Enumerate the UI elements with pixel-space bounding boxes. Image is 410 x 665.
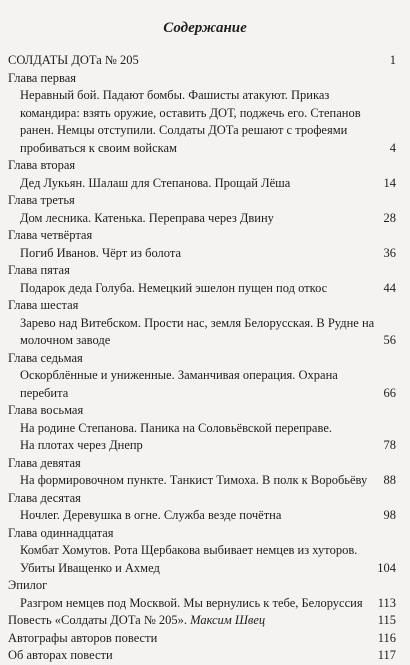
toc-page-number: 28 — [382, 210, 397, 228]
toc-entry-line — [8, 630, 396, 648]
toc-chapter-heading — [8, 262, 396, 280]
toc-page-number: 88 — [382, 472, 397, 490]
toc-page-number: 56 — [382, 332, 397, 350]
toc-chapter-heading — [8, 227, 396, 245]
page-title: Содержание — [163, 20, 247, 36]
toc-entry-text: Разгром немцев под Москвой. Мы вернулись к тебе, Белоруссия — [20, 595, 363, 610]
toc-page-number: 66 — [382, 385, 397, 403]
toc-chapter-heading — [8, 350, 396, 368]
toc-entry-text: пробиваться к своим войскам — [20, 140, 177, 155]
toc-entry-line — [8, 105, 396, 123]
toc-entry-text: ранен. Немцы отступили. Солдаты ДОТа решают с трофеями — [20, 123, 348, 137]
toc-entry-text: Глава шестая — [8, 298, 79, 312]
toc-entry-text: Глава вторая — [8, 158, 76, 172]
toc-entry-text: Неравный бой. Падают бомбы. Фашисты атакуют. Приказ — [20, 88, 330, 102]
toc-entry-line — [8, 210, 396, 228]
toc-entry-text: Эпилог — [8, 578, 48, 592]
toc-page-number: 44 — [382, 280, 397, 298]
toc-chapter-heading — [8, 297, 396, 315]
toc-entry-line — [8, 122, 396, 140]
toc-entry-line — [8, 507, 396, 525]
toc-entry-text: На плотах через Днепр — [20, 438, 143, 452]
toc-entry-author: Максим Швец — [190, 613, 266, 627]
toc-page-number: 78 — [382, 437, 397, 455]
toc-page-number: 36 — [382, 245, 397, 263]
toc-page-number: 117 — [376, 647, 396, 665]
toc-entry-line — [8, 280, 396, 298]
toc-chapter-heading — [8, 157, 396, 175]
toc-entry-line — [8, 385, 396, 403]
toc-entry-line — [8, 315, 396, 333]
toc-entry-text: Зарево над Витебском. Прости нас, земля Белорусская. В Рудне на — [20, 315, 375, 330]
toc-entry-text: Ночлег. Деревушка в огне. Служба везде почётна — [20, 508, 282, 522]
toc-entry-text: Убиты Иващенко и Ахмед — [20, 560, 160, 575]
toc-entry-line — [8, 175, 396, 193]
toc-entry-text: Оскорблённые и униженные. Заманчивая операция. Охрана — [20, 368, 338, 382]
toc-page-number: 98 — [382, 507, 397, 525]
toc-entry-line — [8, 420, 396, 438]
toc-page-number: 4 — [388, 140, 396, 158]
toc-entry-text: На родине Степанова. Паника на Соловьёвской переправе. — [20, 420, 332, 435]
toc-entry-text: Глава четвёртая — [8, 228, 93, 242]
toc-page-number: 104 — [375, 560, 396, 578]
toc-entry-text: Глава седьмая — [8, 350, 83, 365]
toc-entry-text: Об авторах повести — [8, 648, 113, 662]
toc-entry-line — [8, 87, 396, 105]
toc-chapter-heading — [8, 455, 396, 473]
toc-entry-text: Глава третья — [8, 193, 75, 207]
toc-entry-line — [8, 245, 396, 263]
toc-chapter-heading — [8, 577, 396, 595]
toc-entry-text: Повесть «Солдаты ДОТа № 205». — [8, 613, 191, 627]
toc-chapter-heading — [8, 525, 396, 543]
toc-entry-line — [8, 595, 396, 613]
toc-chapter-heading — [8, 402, 396, 420]
toc-entry-text: Дед Лукьян. Шалаш для Степанова. Прощай Лёша — [20, 175, 291, 190]
toc-page-number: 115 — [376, 612, 396, 630]
toc-entry-line — [8, 332, 396, 350]
toc-entry-text: командира: взять оружие, оставить ДОТ, поджечь его. Степанов — [20, 105, 361, 120]
toc-entry-text: Глава одиннадцатая — [8, 525, 114, 540]
toc-entry-text: На формировочном пункте. Танкист Тимоха. В полк к Воробьёву — [20, 473, 368, 487]
toc-chapter-heading — [8, 192, 396, 210]
toc-entry-text: Автографы авторов повести — [8, 630, 158, 645]
toc-chapter-heading — [8, 490, 396, 508]
toc-entry-text: Глава первая — [8, 70, 77, 85]
table-of-contents — [8, 52, 396, 665]
toc-entry-line — [8, 472, 396, 490]
toc-entry-text: Подарок деда Голуба. Немецкий эшелон пущен под откос — [20, 280, 328, 295]
toc-entry-text: СОЛДАТЫ ДОТа № 205 — [8, 53, 139, 67]
toc-entry-line — [8, 612, 396, 630]
toc-chapter-heading — [8, 70, 396, 88]
toc-entry-text: перебита — [20, 385, 69, 400]
toc-entry-text: Глава пятая — [8, 263, 70, 277]
toc-entry-line — [8, 437, 396, 455]
toc-entry-text: Глава восьмая — [8, 403, 84, 417]
toc-page-number: 116 — [376, 630, 396, 648]
toc-page-number: 113 — [376, 595, 396, 613]
toc-page-number: 14 — [382, 175, 397, 193]
toc-entry-line — [8, 647, 396, 665]
toc-entry-text: Глава девятая — [8, 455, 81, 470]
toc-entry-text: Дом лесника. Катенька. Переправа через Двину — [20, 210, 274, 225]
toc-page-number: 1 — [388, 52, 396, 70]
toc-entry-text: Глава десятая — [8, 490, 81, 505]
toc-entry-line — [8, 542, 396, 560]
toc-entry-text: молочном заводе — [20, 333, 111, 347]
toc-entry-text: Погиб Иванов. Чёрт из болота — [20, 245, 182, 260]
toc-entry-line — [8, 52, 396, 70]
toc-entry-line — [8, 140, 396, 158]
toc-entry-text: Комбат Хомутов. Рота Щербакова выбивает немцев из хуторов. — [20, 543, 358, 557]
toc-entry-line — [8, 367, 396, 385]
toc-entry-line — [8, 560, 396, 578]
